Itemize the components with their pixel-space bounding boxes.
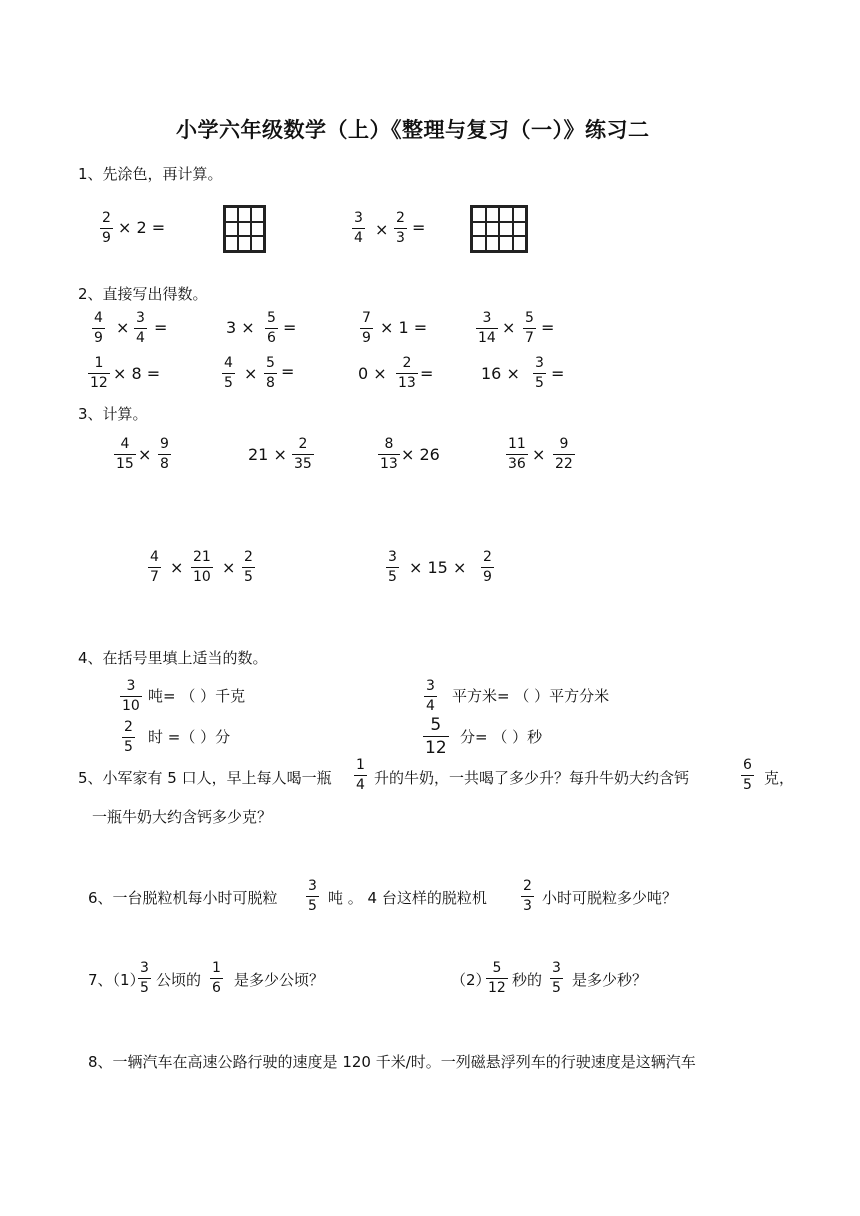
q3-f-fraction-1 bbox=[386, 549, 399, 586]
denominator: 4 bbox=[354, 230, 363, 246]
q3-b-fraction bbox=[292, 436, 314, 473]
q6-fraction-1 bbox=[306, 878, 319, 915]
numerator: 1 bbox=[94, 355, 104, 371]
denominator: 9 bbox=[483, 569, 492, 585]
times-sign: × bbox=[116, 318, 130, 337]
times-sign: × bbox=[375, 220, 389, 239]
numerator: 2 bbox=[102, 210, 111, 226]
q3-d-fraction-1 bbox=[506, 436, 528, 473]
grid-cell[interactable] bbox=[472, 222, 486, 237]
q2-heading: 2、直接写出得数。 bbox=[78, 285, 208, 303]
grid-cell[interactable] bbox=[486, 207, 500, 222]
grid-cell[interactable] bbox=[513, 222, 527, 237]
denominator: 5 bbox=[224, 375, 233, 391]
denominator: 3 bbox=[523, 898, 532, 914]
denominator: 8 bbox=[266, 375, 275, 391]
q2-r1-a-fraction-1 bbox=[92, 310, 105, 347]
grid-cell[interactable] bbox=[251, 236, 264, 251]
q7-text-5: 秒的 bbox=[512, 971, 543, 989]
q3-f-expression: × 15 × bbox=[409, 558, 467, 577]
numerator: 7 bbox=[362, 310, 371, 326]
q5-fraction-1 bbox=[354, 757, 367, 794]
denominator: 9 bbox=[94, 330, 103, 346]
denominator: 5 bbox=[244, 569, 253, 585]
q2-r1-c-expression: × 1 = bbox=[380, 318, 428, 337]
numerator: 2 bbox=[124, 719, 133, 735]
q2-r1-b-fraction bbox=[265, 310, 278, 347]
grid-cell[interactable] bbox=[499, 236, 513, 251]
numerator: 3 bbox=[136, 310, 145, 326]
q6-text-3: 小时可脱粒多少吨？ bbox=[542, 889, 678, 907]
numerator: 3 bbox=[354, 210, 363, 226]
q3-e-fraction-1 bbox=[148, 549, 161, 586]
q2-r2-c-fraction bbox=[396, 355, 418, 392]
q3-c-fraction bbox=[378, 436, 400, 473]
q4-c-text: 时 =（ ）分 bbox=[148, 728, 231, 746]
numerator: 9 bbox=[559, 436, 569, 452]
q3-d-fraction-2 bbox=[553, 436, 575, 473]
equals-sign: = bbox=[412, 218, 426, 237]
q2-r1-d-fraction-2 bbox=[523, 310, 536, 347]
q2-r1-c-fraction bbox=[360, 310, 373, 347]
q5-text-3: 克， bbox=[764, 769, 795, 787]
q6-text-2: 吨 。 4 台这样的脱粒机 bbox=[328, 889, 487, 907]
q1-a-grid[interactable] bbox=[223, 205, 266, 253]
numerator: 5 bbox=[430, 715, 442, 735]
q4-a-text: 吨= （ ）千克 bbox=[148, 687, 246, 705]
equals-sign: = bbox=[541, 318, 555, 337]
denominator: 5 bbox=[388, 569, 397, 585]
q7-text-1: 7、（1） bbox=[88, 971, 145, 989]
grid-cell[interactable] bbox=[251, 207, 264, 222]
q6-text-1: 6、一台脱粒机每小时可脱粒 bbox=[88, 889, 278, 907]
denominator: 14 bbox=[478, 330, 496, 346]
q8-text: 8、一辆汽车在高速公路行驶的速度是 120 千米/时。一列磁悬浮列车的行驶速度是这辆汽车 bbox=[88, 1053, 696, 1071]
q7-fraction-3 bbox=[486, 960, 508, 997]
numerator: 6 bbox=[743, 757, 752, 773]
grid-cell[interactable] bbox=[513, 207, 527, 222]
grid-cell[interactable] bbox=[499, 222, 513, 237]
denominator: 5 bbox=[552, 980, 561, 996]
q2-r2-a-fraction bbox=[88, 355, 110, 392]
q7-text-2: 公顷的 bbox=[156, 971, 202, 989]
q3-heading: 3、计算。 bbox=[78, 405, 148, 423]
numerator: 3 bbox=[140, 960, 149, 976]
q3-a-fraction-2 bbox=[158, 436, 171, 473]
q3-f-fraction-2 bbox=[481, 549, 494, 586]
grid-cell[interactable] bbox=[472, 236, 486, 251]
page-title: 小学六年级数学（上）《整理与复习（一）》练习二 bbox=[176, 118, 650, 142]
denominator: 5 bbox=[743, 777, 752, 793]
denominator: 15 bbox=[116, 456, 134, 472]
q7-fraction-4 bbox=[550, 960, 563, 997]
denominator: 4 bbox=[426, 698, 435, 714]
q1-a-fraction bbox=[100, 210, 113, 247]
q5-fraction-2 bbox=[741, 757, 754, 794]
numerator: 4 bbox=[150, 549, 159, 565]
numerator: 5 bbox=[492, 960, 502, 976]
numerator: 5 bbox=[525, 310, 534, 326]
denominator: 35 bbox=[294, 456, 312, 472]
grid-cell[interactable] bbox=[513, 236, 527, 251]
numerator: 1 bbox=[212, 960, 221, 976]
numerator: 4 bbox=[94, 310, 103, 326]
times-sign: × bbox=[244, 364, 258, 383]
numerator: 9 bbox=[160, 436, 169, 452]
numerator: 21 bbox=[193, 549, 211, 565]
numerator: 3 bbox=[482, 310, 492, 326]
q1-b-grid[interactable] bbox=[470, 205, 528, 253]
q2-r2-c-prefix: 0 × bbox=[358, 364, 387, 383]
grid-cell[interactable] bbox=[238, 222, 251, 237]
denominator: 9 bbox=[102, 230, 111, 246]
q2-r2-d-prefix: 16 × bbox=[481, 364, 520, 383]
numerator: 2 bbox=[402, 355, 412, 371]
q4-b-text: 平方米= （ ）平方分米 bbox=[452, 687, 610, 705]
q1-b-fraction-2 bbox=[394, 210, 407, 247]
denominator: 36 bbox=[508, 456, 526, 472]
q4-d-text: 分= （ ）秒 bbox=[460, 728, 543, 746]
numerator: 5 bbox=[266, 355, 275, 371]
denominator: 10 bbox=[122, 698, 140, 714]
times-sign: × bbox=[222, 558, 236, 577]
numerator: 3 bbox=[535, 355, 544, 371]
numerator: 3 bbox=[126, 678, 136, 694]
numerator: 5 bbox=[267, 310, 276, 326]
denominator: 6 bbox=[212, 980, 221, 996]
denominator: 3 bbox=[396, 230, 405, 246]
grid-cell[interactable] bbox=[225, 236, 238, 251]
denominator: 13 bbox=[398, 375, 416, 391]
q1-b-fraction-1 bbox=[352, 210, 365, 247]
denominator: 6 bbox=[267, 330, 276, 346]
numerator: 4 bbox=[120, 436, 130, 452]
denominator: 22 bbox=[555, 456, 573, 472]
denominator: 12 bbox=[425, 738, 447, 758]
numerator: 3 bbox=[388, 549, 397, 565]
times-sign: × bbox=[532, 445, 546, 464]
grid-cell[interactable] bbox=[486, 222, 500, 237]
denominator: 5 bbox=[535, 375, 544, 391]
denominator: 12 bbox=[488, 980, 506, 996]
q2-r1-a-fraction-2 bbox=[134, 310, 147, 347]
denominator: 4 bbox=[356, 777, 365, 793]
grid-cell[interactable] bbox=[238, 207, 251, 222]
q1-a-expression: × 2 = bbox=[118, 218, 166, 237]
grid-cell[interactable] bbox=[499, 207, 513, 222]
q1-heading: 1、先涂色，再计算。 bbox=[78, 165, 223, 183]
numerator: 2 bbox=[523, 878, 532, 894]
q3-c-expression: × 26 bbox=[401, 445, 440, 464]
numerator: 11 bbox=[508, 436, 526, 452]
numerator: 8 bbox=[384, 436, 394, 452]
q4-heading: 4、在括号里填上适当的数。 bbox=[78, 649, 268, 667]
q5-text-line2: 一瓶牛奶大约含钙多少克？ bbox=[92, 808, 273, 826]
q4-c-fraction bbox=[122, 719, 135, 756]
times-sign: × bbox=[170, 558, 184, 577]
q2-r1-b-prefix: 3 × bbox=[226, 318, 255, 337]
equals-sign: = bbox=[283, 318, 297, 337]
q7-text-4: （2） bbox=[451, 971, 491, 989]
denominator: 13 bbox=[380, 456, 398, 472]
q5-text-2: 升的牛奶，一共喝了多少升？每升牛奶大约含钙 bbox=[374, 769, 690, 787]
grid-cell[interactable] bbox=[472, 207, 486, 222]
numerator: 2 bbox=[396, 210, 405, 226]
denominator: 8 bbox=[160, 456, 169, 472]
q2-r2-b-fraction-1 bbox=[222, 355, 235, 392]
denominator: 10 bbox=[193, 569, 211, 585]
denominator: 7 bbox=[525, 330, 534, 346]
q2-r1-d-fraction-1 bbox=[476, 310, 498, 347]
q6-fraction-2 bbox=[521, 878, 534, 915]
q2-r2-a-expression: × 8 = bbox=[113, 364, 161, 383]
q7-fraction-2 bbox=[210, 960, 223, 997]
denominator: 9 bbox=[362, 330, 371, 346]
q4-b-fraction bbox=[424, 678, 437, 715]
q2-r2-b-fraction-2 bbox=[264, 355, 277, 392]
q3-b-prefix: 21 × bbox=[248, 445, 287, 464]
numerator: 2 bbox=[483, 549, 492, 565]
q7-text-6: 是多少秒？ bbox=[572, 971, 648, 989]
equals-sign: = bbox=[154, 318, 168, 337]
numerator: 3 bbox=[308, 878, 317, 894]
grid-cell[interactable] bbox=[225, 222, 238, 237]
times-sign: × bbox=[502, 318, 516, 337]
q7-text-3: 是多少公顷？ bbox=[234, 971, 325, 989]
q4-a-fraction bbox=[120, 678, 142, 715]
q2-r2-d-fraction bbox=[533, 355, 546, 392]
denominator: 5 bbox=[140, 980, 149, 996]
numerator: 4 bbox=[224, 355, 233, 371]
q5-text-1: 5、小军家有 5 口人，早上每人喝一瓶 bbox=[78, 769, 332, 787]
grid-cell[interactable] bbox=[486, 236, 500, 251]
grid-cell[interactable] bbox=[238, 236, 251, 251]
denominator: 7 bbox=[150, 569, 159, 585]
numerator: 2 bbox=[298, 436, 308, 452]
equals-sign: = bbox=[551, 364, 565, 383]
equals-sign: = bbox=[420, 364, 434, 383]
numerator: 3 bbox=[426, 678, 435, 694]
q3-e-fraction-2 bbox=[191, 549, 213, 586]
denominator: 5 bbox=[308, 898, 317, 914]
denominator: 5 bbox=[124, 739, 133, 755]
q7-fraction-1 bbox=[138, 960, 151, 997]
grid-cell[interactable] bbox=[251, 222, 264, 237]
denominator: 4 bbox=[136, 330, 145, 346]
denominator: 12 bbox=[90, 375, 108, 391]
q3-e-fraction-3 bbox=[242, 549, 255, 586]
q4-d-fraction bbox=[423, 715, 449, 758]
numerator: 2 bbox=[244, 549, 253, 565]
numerator: 1 bbox=[356, 757, 365, 773]
numerator: 3 bbox=[552, 960, 561, 976]
times-sign: × bbox=[138, 445, 152, 464]
grid-cell[interactable] bbox=[225, 207, 238, 222]
equals-sign: = bbox=[281, 362, 295, 381]
q3-a-fraction-1 bbox=[114, 436, 136, 473]
